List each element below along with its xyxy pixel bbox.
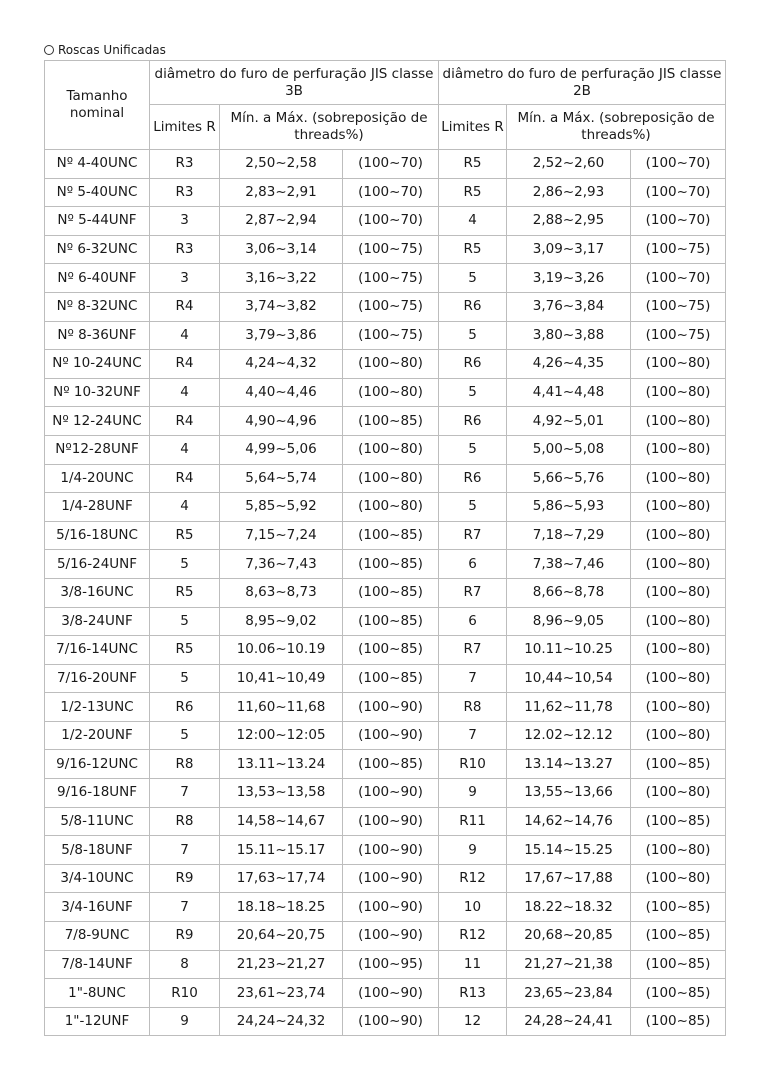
nominal-size-cell: 5/16-24UNF bbox=[45, 550, 150, 579]
limits-2b-cell: R6 bbox=[439, 407, 507, 436]
overlap-2b-cell: (100~85) bbox=[631, 750, 726, 779]
min-max-3b-cell: 14,58~14,67 bbox=[220, 807, 343, 836]
overlap-3b-cell: (100~85) bbox=[343, 750, 439, 779]
limits-2b-cell: R6 bbox=[439, 464, 507, 493]
overlap-3b-cell: (100~85) bbox=[343, 550, 439, 579]
min-max-2b-cell: 10,44~10,54 bbox=[507, 664, 631, 693]
min-max-3b-cell: 2,87~2,94 bbox=[220, 207, 343, 236]
limits-3b-cell: 4 bbox=[150, 321, 220, 350]
min-max-2b-cell: 15.14~15.25 bbox=[507, 836, 631, 865]
min-max-2b-cell: 20,68~20,85 bbox=[507, 922, 631, 951]
overlap-2b-cell: (100~75) bbox=[631, 235, 726, 264]
min-max-3b-cell: 11,60~11,68 bbox=[220, 693, 343, 722]
min-max-2b-cell: 5,00~5,08 bbox=[507, 435, 631, 464]
min-max-3b-cell: 3,06~3,14 bbox=[220, 235, 343, 264]
limits-2b-cell: R6 bbox=[439, 292, 507, 321]
table-body bbox=[45, 150, 726, 1036]
min-max-3b-cell: 15.11~15.17 bbox=[220, 836, 343, 865]
overlap-2b-cell: (100~75) bbox=[631, 321, 726, 350]
overlap-3b-cell: (100~85) bbox=[343, 407, 439, 436]
min-max-3b-cell: 10,41~10,49 bbox=[220, 664, 343, 693]
overlap-2b-cell: (100~80) bbox=[631, 407, 726, 436]
min-max-2b-cell: 23,65~23,84 bbox=[507, 979, 631, 1008]
table-row bbox=[45, 607, 726, 636]
min-max-2b-cell: 21,27~21,38 bbox=[507, 950, 631, 979]
overlap-2b-cell: (100~85) bbox=[631, 807, 726, 836]
nominal-size-cell: Nº 5-40UNC bbox=[45, 178, 150, 207]
overlap-2b-cell: (100~80) bbox=[631, 607, 726, 636]
table-row bbox=[45, 435, 726, 464]
min-max-2b-cell: 4,41~4,48 bbox=[507, 378, 631, 407]
limits-2b-cell: 6 bbox=[439, 607, 507, 636]
overlap-2b-cell: (100~80) bbox=[631, 836, 726, 865]
limits-3b-cell: 9 bbox=[150, 1007, 220, 1036]
limits-3b-cell: 7 bbox=[150, 779, 220, 808]
limits-2b-cell: 9 bbox=[439, 779, 507, 808]
overlap-3b-cell: (100~80) bbox=[343, 378, 439, 407]
limits-2b-cell: 5 bbox=[439, 435, 507, 464]
caption-text: Roscas Unificadas bbox=[58, 43, 166, 57]
table-row bbox=[45, 836, 726, 865]
min-max-2b-cell: 8,96~9,05 bbox=[507, 607, 631, 636]
min-max-3b-cell: 13.11~13.24 bbox=[220, 750, 343, 779]
limits-3b-cell: R4 bbox=[150, 464, 220, 493]
limits-3b-cell: 8 bbox=[150, 950, 220, 979]
nominal-size-cell: 3/4-16UNF bbox=[45, 893, 150, 922]
nominal-size-cell: Nº 6-40UNF bbox=[45, 264, 150, 293]
limits-2b-cell: R7 bbox=[439, 578, 507, 607]
nominal-size-cell: 7/16-14UNC bbox=[45, 636, 150, 665]
min-max-3b-cell: 3,74~3,82 bbox=[220, 292, 343, 321]
limits-2b-cell: 9 bbox=[439, 836, 507, 865]
limits-2b-cell: R7 bbox=[439, 636, 507, 665]
min-max-3b-cell: 13,53~13,58 bbox=[220, 779, 343, 808]
limits-3b-cell: R3 bbox=[150, 235, 220, 264]
min-max-2b-cell: 2,52~2,60 bbox=[507, 150, 631, 179]
nominal-size-cell: 3/4-10UNC bbox=[45, 864, 150, 893]
min-max-3b-cell: 2,50~2,58 bbox=[220, 150, 343, 179]
overlap-2b-cell: (100~80) bbox=[631, 493, 726, 522]
overlap-3b-cell: (100~85) bbox=[343, 607, 439, 636]
limits-3b-cell: R8 bbox=[150, 750, 220, 779]
overlap-2b-cell: (100~85) bbox=[631, 893, 726, 922]
limits-2b-cell: 5 bbox=[439, 493, 507, 522]
table-row bbox=[45, 779, 726, 808]
nominal-size-cell: Nº 4-40UNC bbox=[45, 150, 150, 179]
limits-3b-cell: 5 bbox=[150, 550, 220, 579]
overlap-2b-cell: (100~70) bbox=[631, 150, 726, 179]
overlap-3b-cell: (100~90) bbox=[343, 1007, 439, 1036]
limits-2b-cell: R5 bbox=[439, 150, 507, 179]
limits-2b-cell: R7 bbox=[439, 521, 507, 550]
nominal-size-cell: 1/4-28UNF bbox=[45, 493, 150, 522]
table-row bbox=[45, 350, 726, 379]
limits-3b-cell: R3 bbox=[150, 150, 220, 179]
nominal-size-cell: 3/8-16UNC bbox=[45, 578, 150, 607]
min-max-2b-cell: 4,92~5,01 bbox=[507, 407, 631, 436]
table-row bbox=[45, 464, 726, 493]
min-max-3b-cell: 7,36~7,43 bbox=[220, 550, 343, 579]
overlap-3b-cell: (100~95) bbox=[343, 950, 439, 979]
min-max-2b-cell: 13,55~13,66 bbox=[507, 779, 631, 808]
min-max-2b-cell: 10.11~10.25 bbox=[507, 636, 631, 665]
limits-2b-cell: R13 bbox=[439, 979, 507, 1008]
min-max-2b-cell: 5,66~5,76 bbox=[507, 464, 631, 493]
limits-3b-cell: R9 bbox=[150, 864, 220, 893]
limits-2b-cell: 4 bbox=[439, 207, 507, 236]
overlap-2b-cell: (100~80) bbox=[631, 435, 726, 464]
min-max-2b-cell: 17,67~17,88 bbox=[507, 864, 631, 893]
nominal-size-cell: Nº 10-32UNF bbox=[45, 378, 150, 407]
table-row bbox=[45, 693, 726, 722]
header-group-2b: diâmetro do furo de perfuração JIS classe 2B bbox=[439, 61, 726, 105]
nominal-size-cell: 9/16-18UNF bbox=[45, 779, 150, 808]
nominal-size-cell: Nº 6-32UNC bbox=[45, 235, 150, 264]
min-max-3b-cell: 18.18~18.25 bbox=[220, 893, 343, 922]
header-limits-2b: Limites R bbox=[439, 105, 507, 150]
nominal-size-cell: 5/8-11UNC bbox=[45, 807, 150, 836]
min-max-3b-cell: 4,40~4,46 bbox=[220, 378, 343, 407]
table-row bbox=[45, 807, 726, 836]
limits-3b-cell: 5 bbox=[150, 721, 220, 750]
table-row bbox=[45, 979, 726, 1008]
table-row bbox=[45, 407, 726, 436]
min-max-2b-cell: 3,19~3,26 bbox=[507, 264, 631, 293]
overlap-2b-cell: (100~70) bbox=[631, 178, 726, 207]
overlap-3b-cell: (100~90) bbox=[343, 864, 439, 893]
limits-2b-cell: 5 bbox=[439, 378, 507, 407]
overlap-3b-cell: (100~75) bbox=[343, 321, 439, 350]
min-max-2b-cell: 2,88~2,95 bbox=[507, 207, 631, 236]
table-row bbox=[45, 235, 726, 264]
min-max-2b-cell: 3,09~3,17 bbox=[507, 235, 631, 264]
table-row bbox=[45, 207, 726, 236]
limits-3b-cell: 7 bbox=[150, 893, 220, 922]
limits-2b-cell: R6 bbox=[439, 350, 507, 379]
overlap-3b-cell: (100~90) bbox=[343, 893, 439, 922]
min-max-2b-cell: 18.22~18.32 bbox=[507, 893, 631, 922]
nominal-size-cell: 1"-8UNC bbox=[45, 979, 150, 1008]
table-caption bbox=[44, 43, 166, 57]
table-row bbox=[45, 292, 726, 321]
overlap-3b-cell: (100~80) bbox=[343, 493, 439, 522]
table-row bbox=[45, 578, 726, 607]
min-max-2b-cell: 12.02~12.12 bbox=[507, 721, 631, 750]
header-min-max-2b: Mín. a Máx. (sobreposição de threads%) bbox=[507, 105, 726, 150]
limits-3b-cell: 7 bbox=[150, 836, 220, 865]
min-max-2b-cell: 14,62~14,76 bbox=[507, 807, 631, 836]
nominal-size-cell: 7/8-9UNC bbox=[45, 922, 150, 951]
limits-3b-cell: R4 bbox=[150, 292, 220, 321]
min-max-2b-cell: 4,26~4,35 bbox=[507, 350, 631, 379]
min-max-3b-cell: 5,85~5,92 bbox=[220, 493, 343, 522]
limits-2b-cell: 6 bbox=[439, 550, 507, 579]
limits-2b-cell: R12 bbox=[439, 864, 507, 893]
nominal-size-cell: 1/2-13UNC bbox=[45, 693, 150, 722]
table-row bbox=[45, 378, 726, 407]
limits-2b-cell: 5 bbox=[439, 264, 507, 293]
nominal-size-cell: Nº 5-44UNF bbox=[45, 207, 150, 236]
table-row bbox=[45, 550, 726, 579]
table-row bbox=[45, 321, 726, 350]
nominal-size-cell: 5/16-18UNC bbox=[45, 521, 150, 550]
min-max-3b-cell: 21,23~21,27 bbox=[220, 950, 343, 979]
header-group-3b: diâmetro do furo de perfuração JIS classe 3B bbox=[150, 61, 439, 105]
table-row bbox=[45, 521, 726, 550]
min-max-3b-cell: 3,79~3,86 bbox=[220, 321, 343, 350]
limits-2b-cell: 12 bbox=[439, 1007, 507, 1036]
limits-3b-cell: R4 bbox=[150, 407, 220, 436]
overlap-3b-cell: (100~80) bbox=[343, 350, 439, 379]
min-max-2b-cell: 24,28~24,41 bbox=[507, 1007, 631, 1036]
nominal-size-cell: 3/8-24UNF bbox=[45, 607, 150, 636]
limits-2b-cell: 5 bbox=[439, 321, 507, 350]
table-row bbox=[45, 864, 726, 893]
nominal-size-cell: 1"-12UNF bbox=[45, 1007, 150, 1036]
limits-3b-cell: R9 bbox=[150, 922, 220, 951]
nominal-size-cell: 5/8-18UNF bbox=[45, 836, 150, 865]
nominal-size-cell: 1/2-20UNF bbox=[45, 721, 150, 750]
min-max-2b-cell: 5,86~5,93 bbox=[507, 493, 631, 522]
overlap-3b-cell: (100~75) bbox=[343, 264, 439, 293]
overlap-2b-cell: (100~80) bbox=[631, 350, 726, 379]
header-nominal-size: Tamanho nominal bbox=[45, 61, 150, 150]
min-max-3b-cell: 12:00~12:05 bbox=[220, 721, 343, 750]
table-row bbox=[45, 178, 726, 207]
limits-2b-cell: 7 bbox=[439, 664, 507, 693]
min-max-2b-cell: 3,80~3,88 bbox=[507, 321, 631, 350]
overlap-2b-cell: (100~80) bbox=[631, 578, 726, 607]
limits-3b-cell: 3 bbox=[150, 207, 220, 236]
overlap-3b-cell: (100~70) bbox=[343, 207, 439, 236]
overlap-2b-cell: (100~80) bbox=[631, 464, 726, 493]
limits-3b-cell: R8 bbox=[150, 807, 220, 836]
limits-2b-cell: R10 bbox=[439, 750, 507, 779]
min-max-3b-cell: 5,64~5,74 bbox=[220, 464, 343, 493]
min-max-3b-cell: 17,63~17,74 bbox=[220, 864, 343, 893]
table-row bbox=[45, 922, 726, 951]
limits-3b-cell: R10 bbox=[150, 979, 220, 1008]
min-max-2b-cell: 11,62~11,78 bbox=[507, 693, 631, 722]
table-row bbox=[45, 950, 726, 979]
header-limits-3b: Limites R bbox=[150, 105, 220, 150]
nominal-size-cell: 1/4-20UNC bbox=[45, 464, 150, 493]
nominal-size-cell: Nº12-28UNF bbox=[45, 435, 150, 464]
limits-3b-cell: R3 bbox=[150, 178, 220, 207]
min-max-3b-cell: 2,83~2,91 bbox=[220, 178, 343, 207]
table-row bbox=[45, 750, 726, 779]
overlap-3b-cell: (100~75) bbox=[343, 292, 439, 321]
min-max-2b-cell: 2,86~2,93 bbox=[507, 178, 631, 207]
overlap-3b-cell: (100~90) bbox=[343, 979, 439, 1008]
limits-3b-cell: 5 bbox=[150, 664, 220, 693]
table-row bbox=[45, 636, 726, 665]
overlap-2b-cell: (100~85) bbox=[631, 1007, 726, 1036]
limits-2b-cell: R8 bbox=[439, 693, 507, 722]
min-max-3b-cell: 3,16~3,22 bbox=[220, 264, 343, 293]
overlap-2b-cell: (100~85) bbox=[631, 979, 726, 1008]
overlap-2b-cell: (100~75) bbox=[631, 292, 726, 321]
limits-3b-cell: R5 bbox=[150, 578, 220, 607]
overlap-3b-cell: (100~90) bbox=[343, 836, 439, 865]
header-min-max-3b: Mín. a Máx. (sobreposição de threads%) bbox=[220, 105, 439, 150]
nominal-size-cell: 7/16-20UNF bbox=[45, 664, 150, 693]
min-max-3b-cell: 8,95~9,02 bbox=[220, 607, 343, 636]
min-max-2b-cell: 8,66~8,78 bbox=[507, 578, 631, 607]
limits-3b-cell: R5 bbox=[150, 636, 220, 665]
min-max-3b-cell: 24,24~24,32 bbox=[220, 1007, 343, 1036]
table-row bbox=[45, 893, 726, 922]
overlap-2b-cell: (100~80) bbox=[631, 864, 726, 893]
overlap-3b-cell: (100~85) bbox=[343, 578, 439, 607]
min-max-3b-cell: 7,15~7,24 bbox=[220, 521, 343, 550]
table-row bbox=[45, 664, 726, 693]
nominal-size-cell: 9/16-12UNC bbox=[45, 750, 150, 779]
overlap-3b-cell: (100~90) bbox=[343, 693, 439, 722]
limits-3b-cell: 3 bbox=[150, 264, 220, 293]
min-max-2b-cell: 3,76~3,84 bbox=[507, 292, 631, 321]
min-max-2b-cell: 7,18~7,29 bbox=[507, 521, 631, 550]
overlap-3b-cell: (100~85) bbox=[343, 521, 439, 550]
limits-2b-cell: 7 bbox=[439, 721, 507, 750]
min-max-3b-cell: 20,64~20,75 bbox=[220, 922, 343, 951]
overlap-2b-cell: (100~80) bbox=[631, 664, 726, 693]
table-row bbox=[45, 264, 726, 293]
limits-3b-cell: 4 bbox=[150, 378, 220, 407]
overlap-2b-cell: (100~80) bbox=[631, 521, 726, 550]
table-row bbox=[45, 150, 726, 179]
overlap-3b-cell: (100~85) bbox=[343, 664, 439, 693]
limits-3b-cell: 4 bbox=[150, 493, 220, 522]
nominal-size-cell: Nº 8-32UNC bbox=[45, 292, 150, 321]
limits-3b-cell: R5 bbox=[150, 521, 220, 550]
overlap-2b-cell: (100~85) bbox=[631, 922, 726, 951]
limits-3b-cell: 4 bbox=[150, 435, 220, 464]
overlap-3b-cell: (100~80) bbox=[343, 464, 439, 493]
min-max-3b-cell: 10.06~10.19 bbox=[220, 636, 343, 665]
overlap-3b-cell: (100~70) bbox=[343, 150, 439, 179]
limits-2b-cell: 10 bbox=[439, 893, 507, 922]
overlap-3b-cell: (100~90) bbox=[343, 922, 439, 951]
overlap-2b-cell: (100~80) bbox=[631, 779, 726, 808]
limits-2b-cell: R5 bbox=[439, 235, 507, 264]
limits-2b-cell: R5 bbox=[439, 178, 507, 207]
overlap-3b-cell: (100~90) bbox=[343, 807, 439, 836]
limits-2b-cell: 11 bbox=[439, 950, 507, 979]
overlap-3b-cell: (100~70) bbox=[343, 178, 439, 207]
overlap-2b-cell: (100~85) bbox=[631, 950, 726, 979]
table-row bbox=[45, 721, 726, 750]
limits-3b-cell: 5 bbox=[150, 607, 220, 636]
overlap-2b-cell: (100~70) bbox=[631, 207, 726, 236]
overlap-2b-cell: (100~80) bbox=[631, 693, 726, 722]
table-row bbox=[45, 493, 726, 522]
limits-3b-cell: R4 bbox=[150, 350, 220, 379]
overlap-2b-cell: (100~80) bbox=[631, 721, 726, 750]
overlap-2b-cell: (100~80) bbox=[631, 636, 726, 665]
overlap-3b-cell: (100~80) bbox=[343, 435, 439, 464]
circle-icon bbox=[44, 45, 54, 55]
nominal-size-cell: Nº 10-24UNC bbox=[45, 350, 150, 379]
limits-2b-cell: R12 bbox=[439, 922, 507, 951]
min-max-3b-cell: 23,61~23,74 bbox=[220, 979, 343, 1008]
overlap-2b-cell: (100~70) bbox=[631, 264, 726, 293]
min-max-2b-cell: 7,38~7,46 bbox=[507, 550, 631, 579]
overlap-2b-cell: (100~80) bbox=[631, 550, 726, 579]
min-max-3b-cell: 4,90~4,96 bbox=[220, 407, 343, 436]
min-max-3b-cell: 4,99~5,06 bbox=[220, 435, 343, 464]
nominal-size-cell: Nº 12-24UNC bbox=[45, 407, 150, 436]
overlap-3b-cell: (100~75) bbox=[343, 235, 439, 264]
min-max-3b-cell: 4,24~4,32 bbox=[220, 350, 343, 379]
overlap-2b-cell: (100~80) bbox=[631, 378, 726, 407]
overlap-3b-cell: (100~85) bbox=[343, 636, 439, 665]
nominal-size-cell: Nº 8-36UNF bbox=[45, 321, 150, 350]
limits-3b-cell: R6 bbox=[150, 693, 220, 722]
nominal-size-cell: 7/8-14UNF bbox=[45, 950, 150, 979]
limits-2b-cell: R11 bbox=[439, 807, 507, 836]
overlap-3b-cell: (100~90) bbox=[343, 721, 439, 750]
table-row bbox=[45, 1007, 726, 1036]
thread-drill-table bbox=[44, 60, 726, 1036]
min-max-2b-cell: 13.14~13.27 bbox=[507, 750, 631, 779]
overlap-3b-cell: (100~90) bbox=[343, 779, 439, 808]
min-max-3b-cell: 8,63~8,73 bbox=[220, 578, 343, 607]
